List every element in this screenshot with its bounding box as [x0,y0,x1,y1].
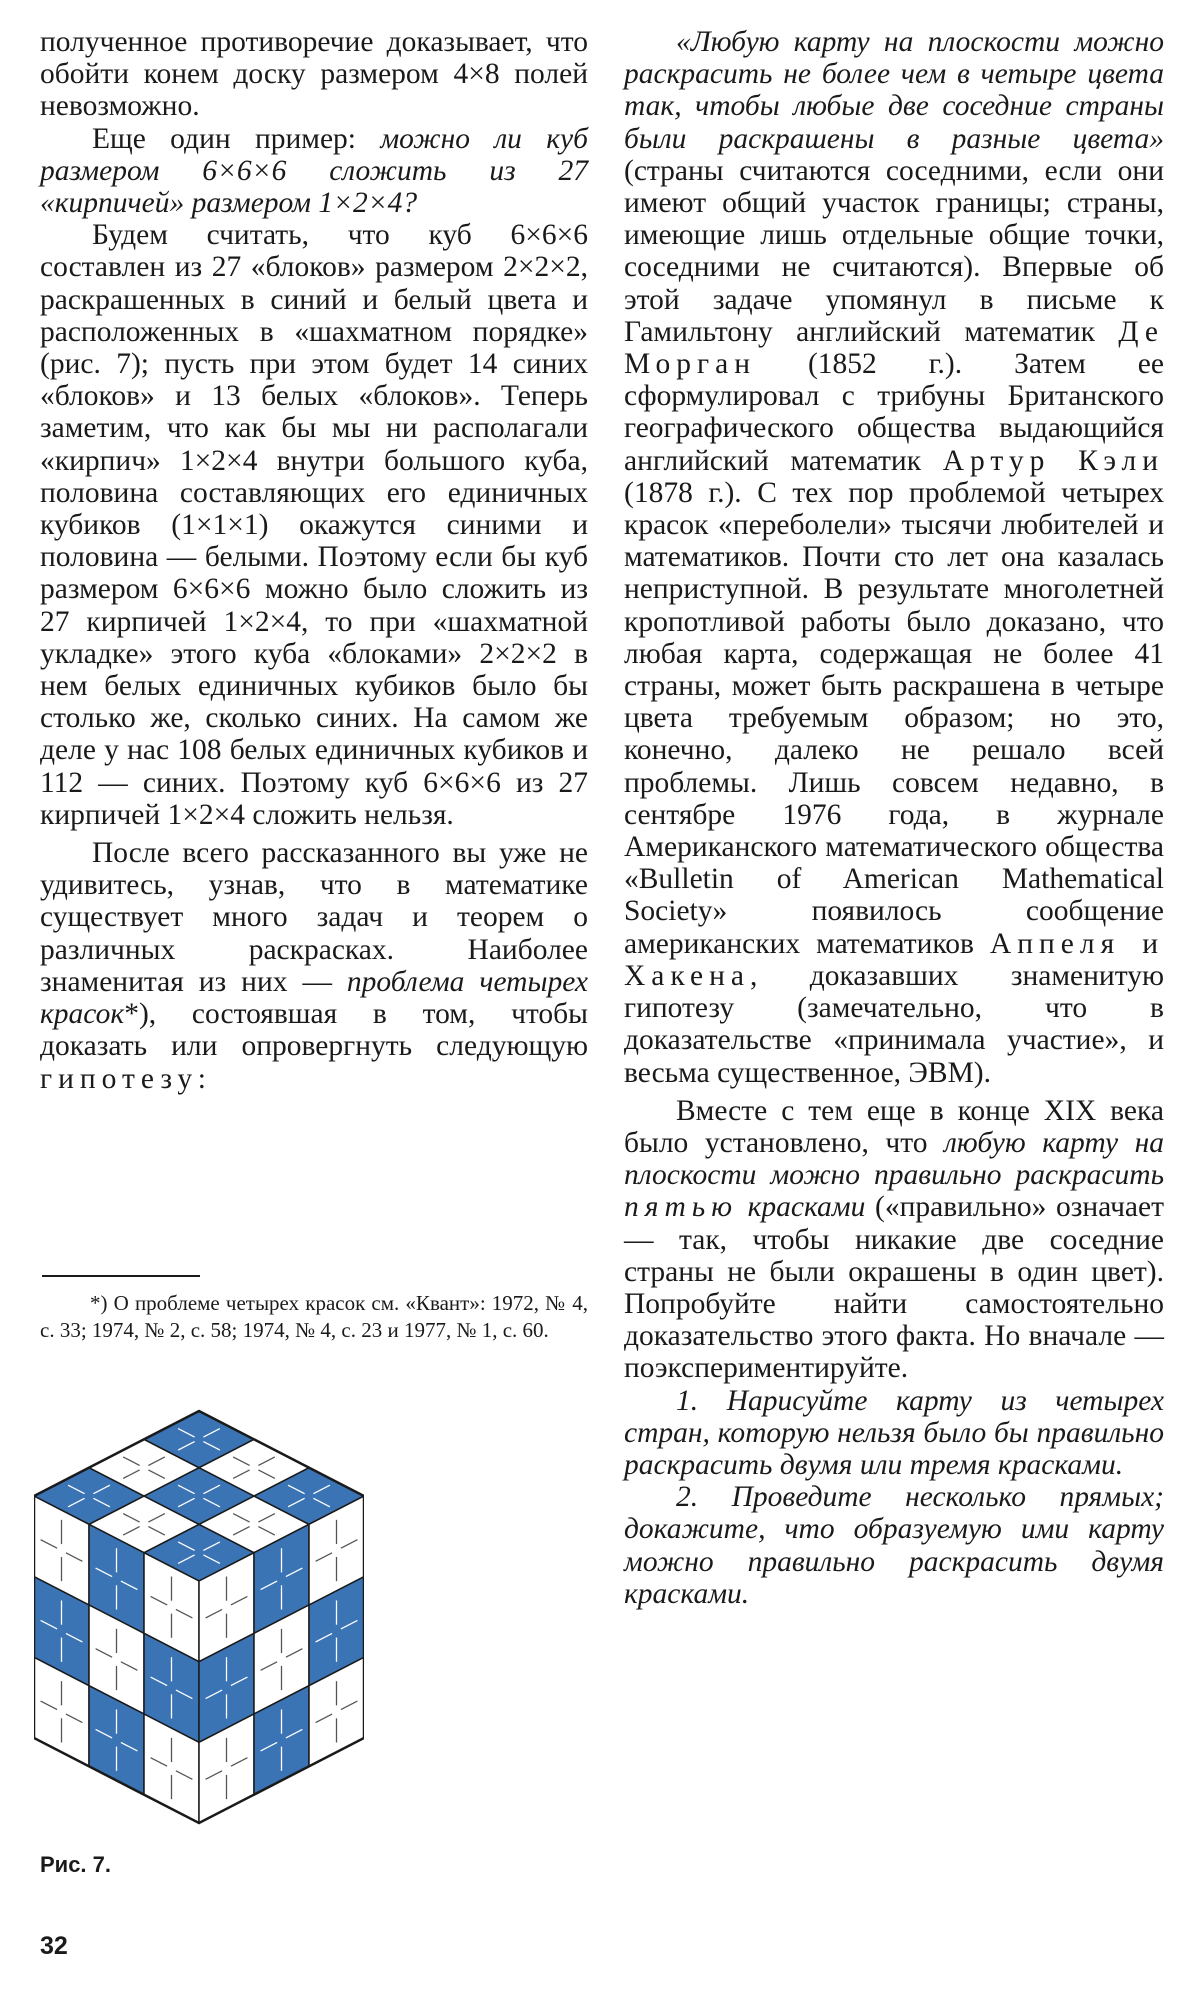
name-cayley: Артур Кэли [942,444,1165,477]
paragraph-cube-question [40,123,588,220]
paragraph-knight-conclusion: полученное противоречие доказывает, что обойти конем доску размером 4×8 полей невозможно. [40,26,588,123]
word-five: пятью [624,1191,738,1224]
paragraph-five-colors: Вместе с тем еще в конце XIX века было установлено, что любую карту на плоскости можно правильно раскрасить пятью красками («правильно» означает — так, чтобы никакие две соседние страны не были окрашены в один цвет). Попробуйте найти самостоятельно доказательство этого факта. Но вначале — поэкспериментируйте. [624,1094,1164,1385]
cube-figure [34,1408,364,1828]
four-color-term: проблема четырех красок [40,965,588,1031]
figure-caption: Рис. 7. [40,1852,112,1877]
conjecture-quote: «Любую карту на плоскости можно раскрасить не более чем в четыре цвета так, чтобы любые две соседние страны были раскрашены в разные цвета» [624,26,1164,155]
exercise-1: 1. Нарисуйте карту из четырех стран, которую нельзя было бы правильно раскрасить двумя или тремя красками. [624,1384,1164,1481]
left-column [40,26,588,1095]
right-column [624,26,1164,1610]
name-de-morgan: Де Морган [624,315,1164,381]
footnote-rule [42,1275,200,1277]
paragraph-cube-proof: Будем считать, что куб 6×6×6 составлен из 27 «блоков» размером 2×2×2, раскрашенных в синий и белый цвета и расположенных в «шахматном порядке» (рис. 7); пусть при этом будет 14 синих «блоков» и 13 белых «блоков». Теперь заметим, что как бы мы ни располагали «кирпич» 1×2×4 внутри большого куба, половина составляющих его единичных кубиков (1×1×1) окажутся синими и половина — белыми. Поэтому если бы куб размером 6×6×6 можно было сложить из 27 кирпичей 1×2×4, то при «шахматной укладке» этого куба «блоками» 2×2×2 в нем белых единичных кубиков было бы столько же, сколько синих. На самом же деле у нас 108 белых единичных кубиков и 112 — синих. Поэтому куб 6×6×6 из 27 кирпичей 1×2×4 сложить нельзя. [40,219,588,831]
question-lead: Еще один пример: [92,122,381,155]
exercise-2: 2. Проведите несколько прямых; докажите, что образуемую ими карту можно правильно раскрасить двумя красками. [624,1481,1164,1610]
question-text: можно ли куб размером 6×6×6 сложить из 27 «кирпичей» размером 1×2×4? [40,122,588,220]
name-appel-haken: Аппеля и Хакена [624,927,1164,992]
paragraph-four-color-conjecture: «Любую карту на плоскости можно раскрасить не более чем в четыре цвета так, чтобы любые две соседние страны были раскрашены в разные цвета» (страны считаются соседними, если они имеют общий участок границы; страны, имеющие лишь отдельные общие точки, соседними не считаются). Впервые об этой задаче упомянул в письме к Гамильтону английский математик Де Морган (1852 г.). Затем ее сформулировал с трибуны Британского географического общества выдающийся английский математик Артур Кэли (1878 г.). С тех пор проблемой четырех красок «переболели» тысячи любителей и математиков. Почти сто лет она казалась неприступной. В результате многолетней кропотливой работы было доказано, что любая карта, содержащая не более 41 страны, может быть раскрашена в четыре цвета требуемым образом; но это, конечно, далеко не решало всей проблемы. Лишь совсем недавно, в сентябре 1976 года, в журнале Американского математического общества «Bulletin of American Mathematical Society» появилось сообщение американских математиков Аппеля и Хакена, доказавших знаменитую гипотезу (замечательно, что в доказательстве «принимала участие», и весьма существенное, ЭВМ). [624,26,1165,1089]
footnote: *) О проблеме четырех красок см. «Квант»: 1972, № 4, с. 33; 1974, № 2, с. 58; 1974, № 4, с. 23 и 1977, № 1, с. 60. [40,1291,588,1342]
page-number: 32 [40,1932,68,1960]
paragraph-coloring-intro: После всего рассказанного вы уже не удивитесь, узнав, что в математике существует много задач и теорем о различных раскрасках. Наиболее знаменитая из них — проблема четырех красок*), состоявшая в том, чтобы доказать или опровергнуть следующую гипотезу: [40,837,588,1095]
